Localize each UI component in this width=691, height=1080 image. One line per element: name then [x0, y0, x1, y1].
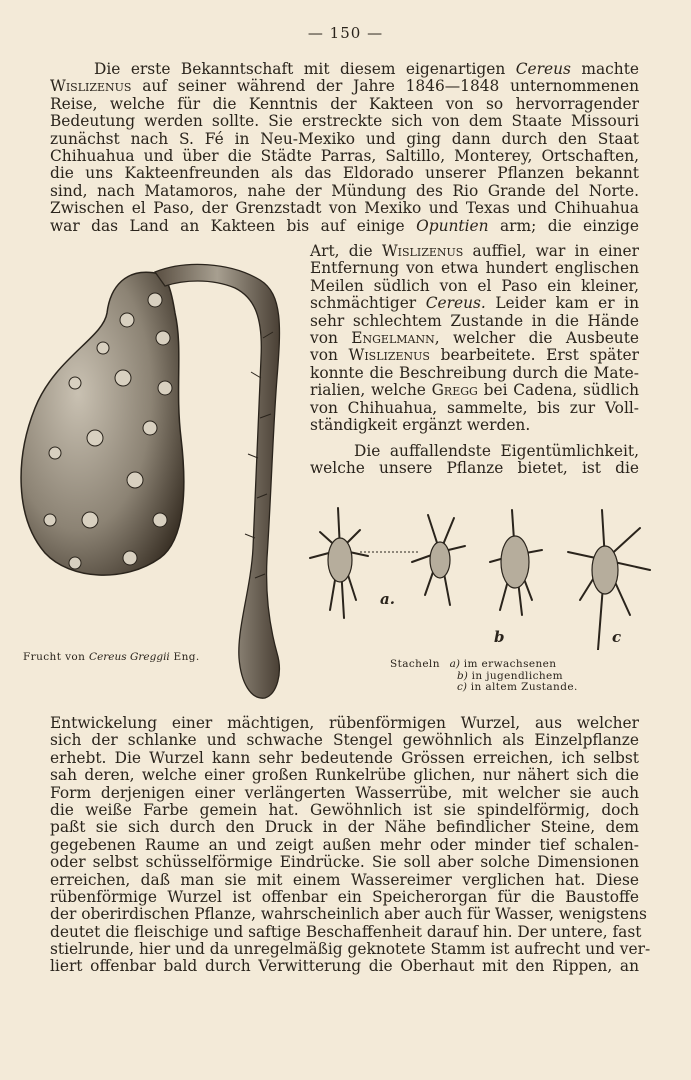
text-line [50, 958, 639, 975]
text-run: Leider kam er in [485, 294, 639, 313]
text-run: erhebt. Die Wurzel kann sehr bedeutende Grössen erreichen, ich selbst [50, 748, 639, 767]
text-line [50, 96, 639, 113]
fruit-caption-suffix: Eng. [169, 651, 200, 663]
body-paragraph [50, 714, 651, 976]
text-run: Reise, welche für die Kenntnis der Kakteen von so hervorragender [50, 94, 639, 113]
text-run: paßt sie sich durch den Druck in der Nähe befindlicher Steine, dem [50, 818, 639, 837]
text-line [50, 889, 639, 906]
spine-caption-text-b: in jugendlichem [467, 669, 563, 682]
text-run: gegebenen Raume an und zeigt außen mehr oder minder tief schalen- [50, 835, 639, 854]
text-run: oder selbst schüsselförmige Eindrücke. Sie soll aber solche Dimensionen [50, 853, 639, 872]
text-line [50, 218, 639, 235]
spine-caption [390, 659, 578, 694]
text-run: Die auffallendste Eigentümlichkeit, [354, 442, 639, 460]
text-run: Art, die [310, 242, 382, 260]
text-run: Opuntien [416, 216, 489, 235]
text-line [50, 200, 639, 217]
text-run: konnte die Beschreibung durch die Mate- [310, 363, 639, 382]
text-run: zunächst nach S. Fé in Neu-Mexiko und ging dann durch den Staat [50, 129, 639, 148]
text-run: der oberirdischen Pflanze, wahrscheinlich aber auch für Wasser, wenigstens [50, 905, 647, 924]
spine-caption-letter-b: b) [457, 669, 468, 682]
spine-caption-letter-c: c) [457, 681, 467, 693]
text-run: sich der schlanke und schwache Stengel gewöhnlich als Einzelpflanze [50, 731, 639, 750]
text-line [50, 78, 639, 95]
text-run: bei Cadena, südlich [477, 381, 639, 400]
text-line [310, 400, 639, 417]
text-run: Wislizenus [381, 242, 464, 260]
text-run: rialien, welche [310, 381, 432, 400]
text-run: welche unsere Pflanze bietet, ist die [310, 459, 639, 478]
text-line [310, 313, 639, 330]
page-number: — 150 — [307, 24, 384, 42]
text-run: Meilen südlich von el Paso ein kleiner, [310, 276, 639, 295]
figure-label-c: c [612, 628, 622, 646]
text-line [310, 295, 639, 312]
text-line [310, 365, 639, 382]
intro-paragraph [50, 61, 639, 235]
text-line [50, 767, 639, 784]
text-run: bearbeitete. Erst später [429, 346, 639, 365]
text-run: auffiel, war in einer [463, 242, 639, 260]
text-run: arm; die einzige [488, 216, 639, 235]
text-run: deutet die fleischige und saftige Beschaffenheit darauf hin. Der untere, fast [50, 922, 642, 941]
spine-caption-text-a: im erwachsenen [459, 658, 557, 670]
text-line [50, 854, 639, 871]
right-column-paragraph-2 [310, 443, 639, 478]
text-line [50, 922, 642, 941]
text-line [50, 785, 639, 802]
text-line [50, 750, 639, 767]
spine-caption-title: Stacheln [390, 658, 440, 670]
text-run: sah deren, welche einer großen Runkelrübe glichen, nur nähert sich die [50, 766, 639, 785]
text-line [310, 330, 639, 347]
text-line [50, 837, 639, 854]
text-line [310, 347, 639, 364]
right-column-paragraph [310, 243, 639, 434]
text-run: von Chihuahua, sammelte, bis zur Voll- [310, 398, 639, 417]
text-line [310, 243, 639, 260]
text-run: sind, nach Matamoros, nahe der Mündung des Rio Grande del Norte. [50, 181, 639, 200]
fruit-caption [23, 652, 200, 664]
text-run: von [310, 346, 349, 365]
figure-label-a: a. [380, 590, 395, 608]
text-run: die uns Kakteenfreunden als das Eldorado unserer Pflanzen bekannt [50, 164, 639, 183]
text-line [50, 715, 639, 732]
text-run: Entfernung von etwa hundert englischen [310, 259, 639, 278]
text-run: liert offenbar bald durch Verwitterung die Oberhaut mit den Rippen, an [50, 957, 639, 976]
text-run: , welcher die Ausbeute [434, 328, 640, 347]
text-run: auf seiner während der Jahre 1846—1848 unternommenen [131, 77, 639, 96]
text-run: stielrunde, hier und da unregelmäßig geknotete Stamm ist aufrecht und ver- [50, 940, 651, 959]
fruit-caption-prefix: Frucht von [23, 651, 90, 663]
text-line [50, 872, 639, 889]
figure-label-b: b [494, 628, 505, 646]
text-run: Zwischen el Paso, der Grenzstadt von Mexiko und Texas und Chihuahua [50, 199, 639, 218]
text-line [310, 460, 639, 477]
text-line [310, 260, 639, 277]
text-run: ständigkeit ergänzt werden. [310, 415, 531, 434]
text-line [50, 183, 639, 200]
text-line [50, 905, 647, 924]
text-run: Wislizenus [348, 346, 430, 365]
text-run: die weiße Farbe gemein hat. Gewöhnlich ist sie spindelförmig, doch [50, 800, 639, 819]
text-run: sehr schlechtem Zustande in die Hände [310, 311, 639, 330]
text-line [50, 802, 639, 819]
text-run: machte [570, 60, 639, 78]
text-line [50, 113, 639, 130]
text-run: Wislizenus [50, 77, 132, 96]
text-line [50, 131, 639, 148]
text-run: Bedeutung werden sollte. Sie erstreckte sich von dem Staate Missouri [50, 112, 639, 131]
text-run: rübenförmige Wurzel ist offenbar ein Speicherorgan für die Baustoffe [50, 887, 639, 906]
text-line [50, 61, 639, 78]
text-line [50, 819, 639, 836]
text-line [310, 278, 639, 295]
text-run: war das Land an Kakteen bis auf einige [50, 216, 417, 235]
text-run: Chihuahua und über die Städte Parras, Saltillo, Monterey, Ortschaften, [50, 146, 639, 165]
spines-illustration [300, 500, 660, 650]
text-run: schmächtiger [310, 294, 426, 313]
spine-caption-letter-a: a) [449, 658, 460, 670]
text-line [50, 940, 651, 959]
text-run: Cereus [515, 60, 571, 78]
text-run: Die erste Bekanntschaft mit diesem eigenartigen [94, 60, 516, 78]
text-line [310, 417, 639, 434]
text-run: Gregg [431, 381, 478, 400]
fruit-caption-species: Cereus Greggii [89, 651, 170, 663]
text-line [50, 732, 639, 749]
text-line [310, 382, 639, 399]
fruit-illustration [15, 258, 290, 703]
text-line [310, 443, 639, 460]
text-run: Form derjenigen einer verlängerten Wasserrübe, mit welcher sie auch [50, 783, 639, 802]
text-run: Entwickelung einer mächtigen, rübenförmigen Wurzel, aus welcher [50, 714, 639, 732]
text-run: Cereus. [425, 294, 486, 313]
text-run: erreichen, daß man sie mit einem Wassereimer verglichen hat. Diese [50, 870, 639, 889]
text-run: Engelmann [351, 328, 435, 347]
text-line [50, 165, 639, 182]
text-run: von [310, 328, 352, 347]
spine-caption-text-c: in altem Zustande. [466, 681, 578, 693]
text-line [50, 148, 639, 165]
